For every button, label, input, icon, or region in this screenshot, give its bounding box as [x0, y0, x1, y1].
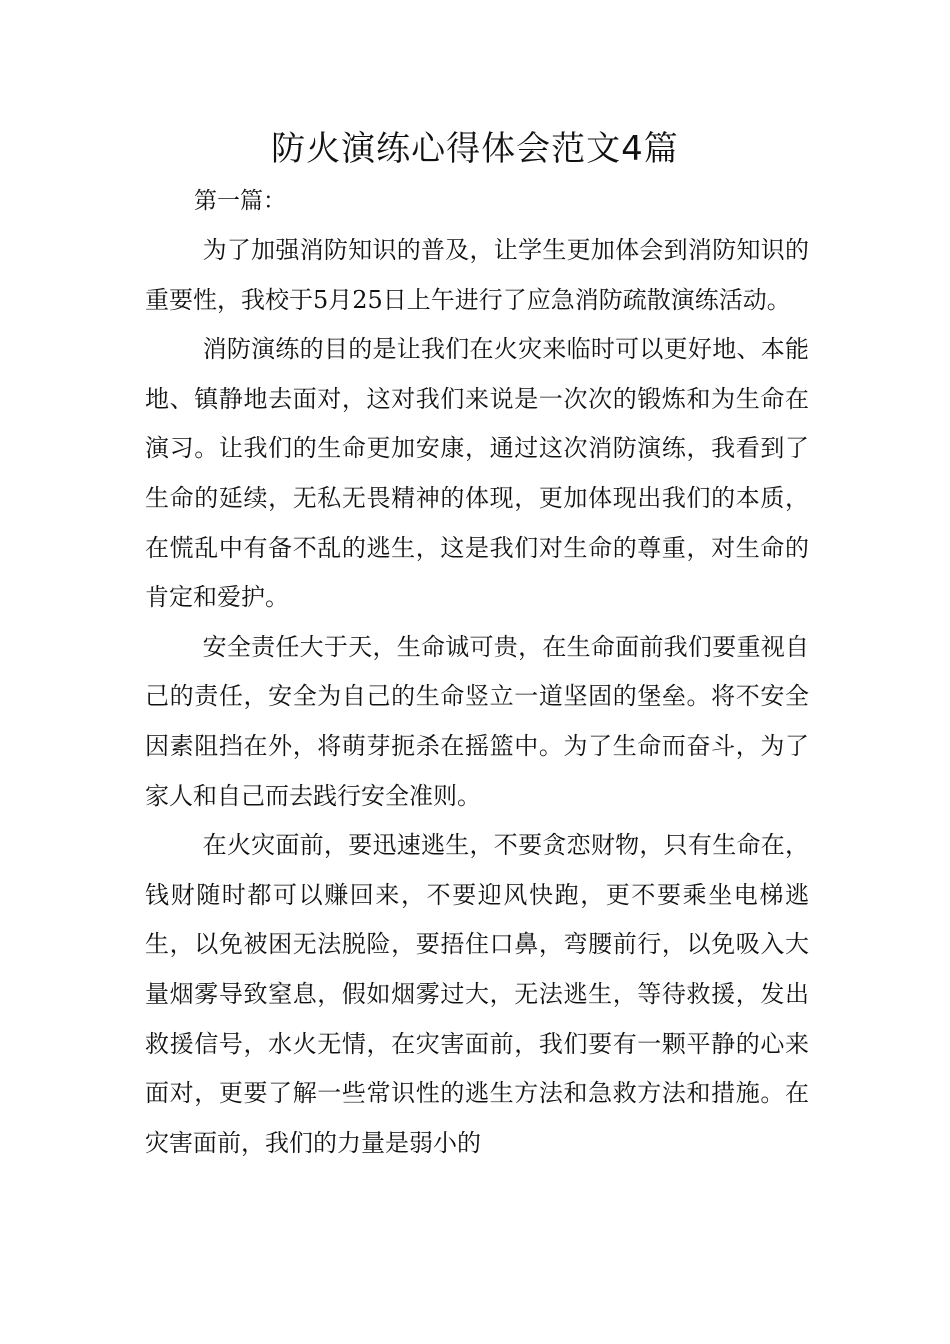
paragraph: 为了加强消防知识的普及，让学生更加体会到消防知识的重要性，我校于5月25日上午进行了应急消防疏散演练活动。 — [145, 236, 809, 314]
paragraph: 在火灾面前，要迅速逃生，不要贪恋财物，只有生命在，钱财随时都可以赚回来，不要迎风快跑，更不要乘坐电梯逃生，以免被困无法脱险，要捂住口鼻，弯腰前行，以免吸入大量烟雾导致窒息，假如烟雾过大，无法逃生，等待救援，发出救援信号，水火无情，在灾害面前，我们要有一颗平静的心来面对，更要了解一些常识性的逃生方法和急救方法和措施。在灾害面前，我们的力量是弱小的 — [145, 831, 809, 1157]
paragraph: 安全责任大于天，生命诚可贵，在生命面前我们要重视自己的责任，安全为自己的生命竖立一道坚固的堡垒。将不安全因素阻挡在外，将萌芽扼杀在摇篮中。为了生命而奋斗，为了家人和自己而去践行安全准则。 — [145, 632, 809, 810]
paragraph: 消防演练的目的是让我们在火灾来临时可以更好地、本能地、镇静地去面对，这对我们来说是一次次的锻炼和为生命在演习。让我们的生命更加安康，通过这次消防演练，我看到了生命的延续，无私无畏精神的体现，更加体现出我们的本质，在慌乱中有备不乱的逃生，这是我们对生命的尊重，对生命的肯定和爱护。 — [145, 335, 809, 612]
section-label: 第一篇： — [194, 188, 286, 214]
document-title: 防火演练心得体会范文4篇 — [271, 129, 679, 169]
document-body — [145, 226, 809, 1168]
